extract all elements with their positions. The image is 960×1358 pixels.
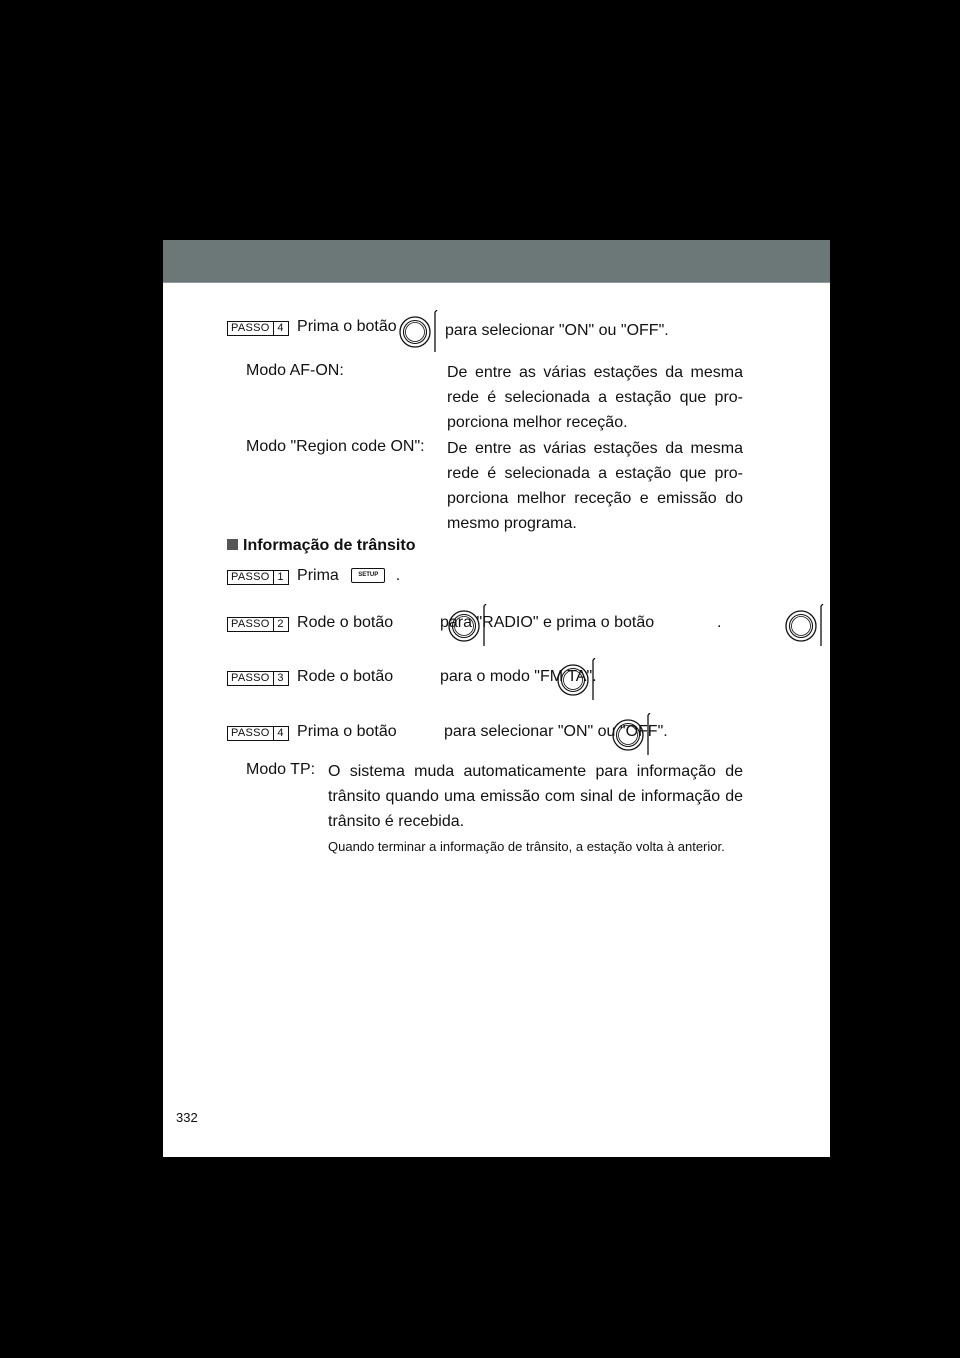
step-badge: PASSO 4 — [227, 321, 289, 336]
step-row — [227, 565, 400, 587]
step-text-mid: para "RADIO" e prima o botão — [440, 614, 655, 631]
square-bullet-icon — [227, 539, 238, 550]
step-badge: PASSO 2 — [227, 617, 289, 632]
step-text-post: para o modo "FM TA". — [440, 668, 597, 685]
step-text-post: . — [717, 614, 722, 631]
header-bar — [163, 240, 830, 283]
tune-knob-icon — [783, 604, 833, 648]
manual-page — [163, 240, 830, 1157]
step-row — [227, 612, 393, 634]
tune-knob-icon — [397, 310, 447, 354]
mode-desc: De entre as várias estações da mesma rede é selecionada a estação que pro-porciona melhor receção e emissão do mesmo programa. — [447, 440, 743, 532]
step-row-top — [227, 316, 397, 338]
step-text-pre: Prima — [297, 567, 339, 584]
step-text-pre: Prima o botão — [297, 723, 397, 740]
mode-label: Modo TP: — [246, 761, 316, 778]
section-heading: Informação de trânsito — [227, 537, 415, 555]
setup-button-icon: SETUP — [351, 568, 385, 583]
step-badge: PASSO 3 — [227, 671, 289, 686]
step-text-post: para selecionar "ON" ou "OFF". — [445, 322, 669, 339]
step-text-pre: Rode o botão — [297, 668, 394, 685]
step-text-pre: Prima o botão — [297, 318, 397, 335]
page-number: 332 — [176, 1110, 198, 1125]
step-text-pre: Rode o botão — [297, 614, 394, 631]
step-badge: PASSO 4 — [227, 726, 289, 741]
step-badge: PASSO 1 — [227, 570, 289, 585]
step-text-post: para selecionar "ON" ou "OFF". — [444, 723, 668, 740]
mode-desc: De entre as várias estações da mesma rede é selecionada a estação que pro-porciona melhor receção. — [447, 364, 743, 431]
mode-desc: O sistema muda automaticamente para informação de trânsito quando uma emissão com sinal de informação de trânsito é recebida. — [328, 763, 743, 830]
mode-label: Modo "Region code ON": — [246, 438, 425, 455]
step-row — [227, 721, 397, 743]
step-text-post: . — [395, 567, 401, 584]
note-text: Quando terminar a informação de trânsito, a estação volta à anterior. — [328, 839, 725, 854]
mode-label: Modo AF-ON: — [246, 362, 344, 379]
step-row — [227, 666, 393, 688]
